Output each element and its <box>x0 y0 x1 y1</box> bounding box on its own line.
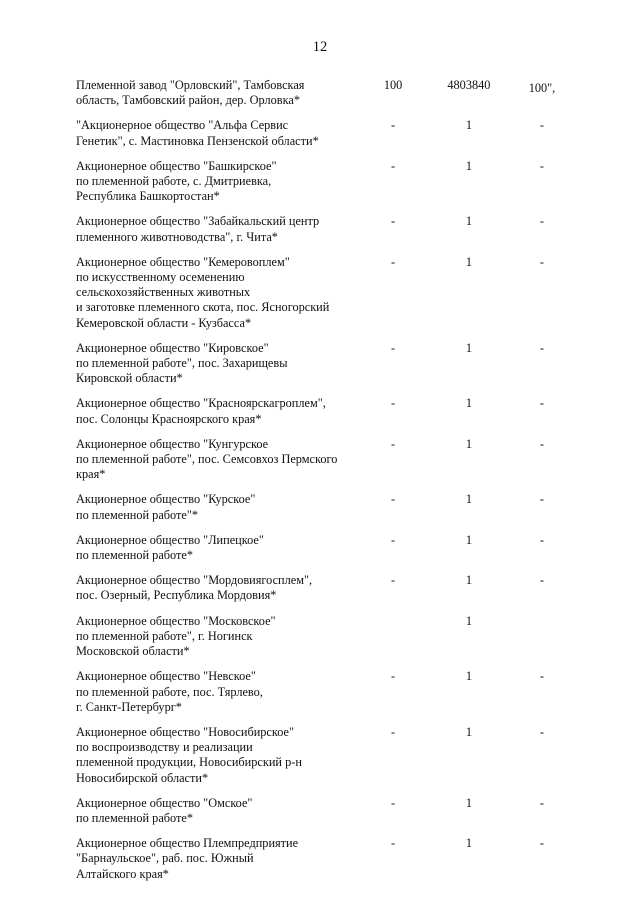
value-col-2: 1 <box>465 613 472 628</box>
value-col-3: - <box>539 118 545 133</box>
table-row <box>76 669 576 715</box>
value-col-2: 1 <box>465 214 472 229</box>
organization-name: Акционерное общество "Невское" по племенной работе, пос. Тярлево, г. Санкт-Петербург* <box>76 669 263 714</box>
value-col-3: - <box>539 214 545 229</box>
value-col-3: - <box>539 724 545 739</box>
value-col-2: 1 <box>465 724 472 739</box>
value-col-1: - <box>390 573 396 588</box>
value-col-3: - <box>539 573 545 588</box>
value-col-2: 1 <box>465 396 472 411</box>
value-col-3: - <box>539 158 545 173</box>
value-col-2: 1 <box>465 436 472 451</box>
value-col-3: - <box>539 436 545 451</box>
organization-name: Акционерное общество "Новосибирское" по воспроизводству и реализации племенной продукции, Новосибирский р-н Новосибирской области* <box>76 724 302 785</box>
table-body <box>76 78 576 892</box>
value-col-1: 100 <box>383 78 403 92</box>
value-col-2: 1 <box>465 573 472 588</box>
organization-name: Акционерное общество "Башкирское" по племенной работе, с. Дмитриевка, Республика Башкортостан* <box>76 158 277 204</box>
table-row <box>76 341 576 387</box>
value-col-3: - <box>539 492 545 507</box>
table-row <box>76 255 576 331</box>
table-row <box>76 573 576 603</box>
organization-name: Акционерное общество Племпредприятие "Барнаульское", раб. пос. Южный Алтайского края* <box>76 836 299 881</box>
table-row <box>76 492 576 522</box>
organization-name: Акционерное общество "Кунгурское по племенной работе", пос. Семсовхоз Пермского края* <box>76 436 338 482</box>
organization-name: "Акционерное общество "Альфа Сервис Генетик", с. Мастиновка Пензенской области* <box>76 118 319 148</box>
table-row <box>76 533 576 563</box>
organization-name: Акционерное общество "Омское" по племенной работе* <box>76 795 253 825</box>
organization-name: Акционерное общество "Курское" по племенной работе"* <box>76 492 256 522</box>
value-col-3: - <box>539 532 545 547</box>
value-col-3: - <box>539 254 545 269</box>
value-col-2: 1 <box>465 795 472 810</box>
value-col-1: - <box>390 795 396 810</box>
table-row <box>76 437 576 483</box>
value-col-1: - <box>390 396 396 411</box>
value-col-3: - <box>539 340 545 355</box>
value-col-2: 1 <box>465 158 472 173</box>
table-row <box>76 118 576 148</box>
value-col-1: - <box>390 532 396 547</box>
value-col-2: 1 <box>465 532 472 547</box>
table-row <box>76 614 576 660</box>
organization-name: Акционерное общество "Мордовиягосплем", пос. Озерный, Республика Мордовия* <box>76 573 313 603</box>
table-row <box>76 796 576 826</box>
table-row <box>76 78 576 108</box>
value-col-3: - <box>539 836 545 851</box>
value-col-1: - <box>390 836 396 851</box>
value-col-3: 100", <box>528 81 556 95</box>
organization-name: Акционерное общество "Красноярскагроплем", пос. Солонцы Красноярского края* <box>76 396 326 426</box>
value-col-1: - <box>390 492 396 507</box>
value-col-1: - <box>390 436 396 451</box>
organization-name: Племенной завод "Орловский", Тамбовская область, Тамбовский район, дер. Орловка* <box>76 78 305 108</box>
value-col-1: - <box>390 669 396 684</box>
value-col-2: 1 <box>465 669 472 684</box>
table-row <box>76 725 576 786</box>
organization-name: Акционерное общество "Кемеровоплем" по искусственному осеменению сельскохозяйственных животных и заготовке племенного скота, пос. Ясногорский Кемеровской области - Кузбасса* <box>76 254 330 330</box>
value-col-2: 1 <box>465 118 472 133</box>
page-number: 12 <box>312 39 328 55</box>
organization-name: Акционерное общество "Московское" по племенной работе", г. Ногинск Московской области* <box>76 613 276 659</box>
value-col-1: - <box>390 214 396 229</box>
table-row <box>76 396 576 426</box>
value-col-2: 1 <box>465 340 472 355</box>
value-col-3: - <box>539 795 545 810</box>
value-col-1: - <box>390 340 396 355</box>
table-row <box>76 214 576 244</box>
value-col-2: 1 <box>465 836 472 851</box>
value-col-3: - <box>539 669 545 684</box>
table-row <box>76 836 576 882</box>
value-col-1: - <box>390 118 396 133</box>
organization-name: Акционерное общество "Кировское" по племенной работе", пос. Захарищевы Кировской области* <box>76 340 288 386</box>
value-col-1: - <box>390 254 396 269</box>
value-col-1: - <box>390 724 396 739</box>
value-col-2: 4803840 <box>447 78 491 92</box>
table-row <box>76 159 576 205</box>
organization-name: Акционерное общество "Забайкальский центр племенного животноводства", г. Чита* <box>76 214 320 244</box>
value-col-2: 1 <box>465 492 472 507</box>
organization-name: Акционерное общество "Липецкое" по племенной работе* <box>76 532 264 563</box>
value-col-2: 1 <box>465 254 472 269</box>
value-col-1: - <box>390 158 396 173</box>
value-col-3: - <box>539 396 545 411</box>
